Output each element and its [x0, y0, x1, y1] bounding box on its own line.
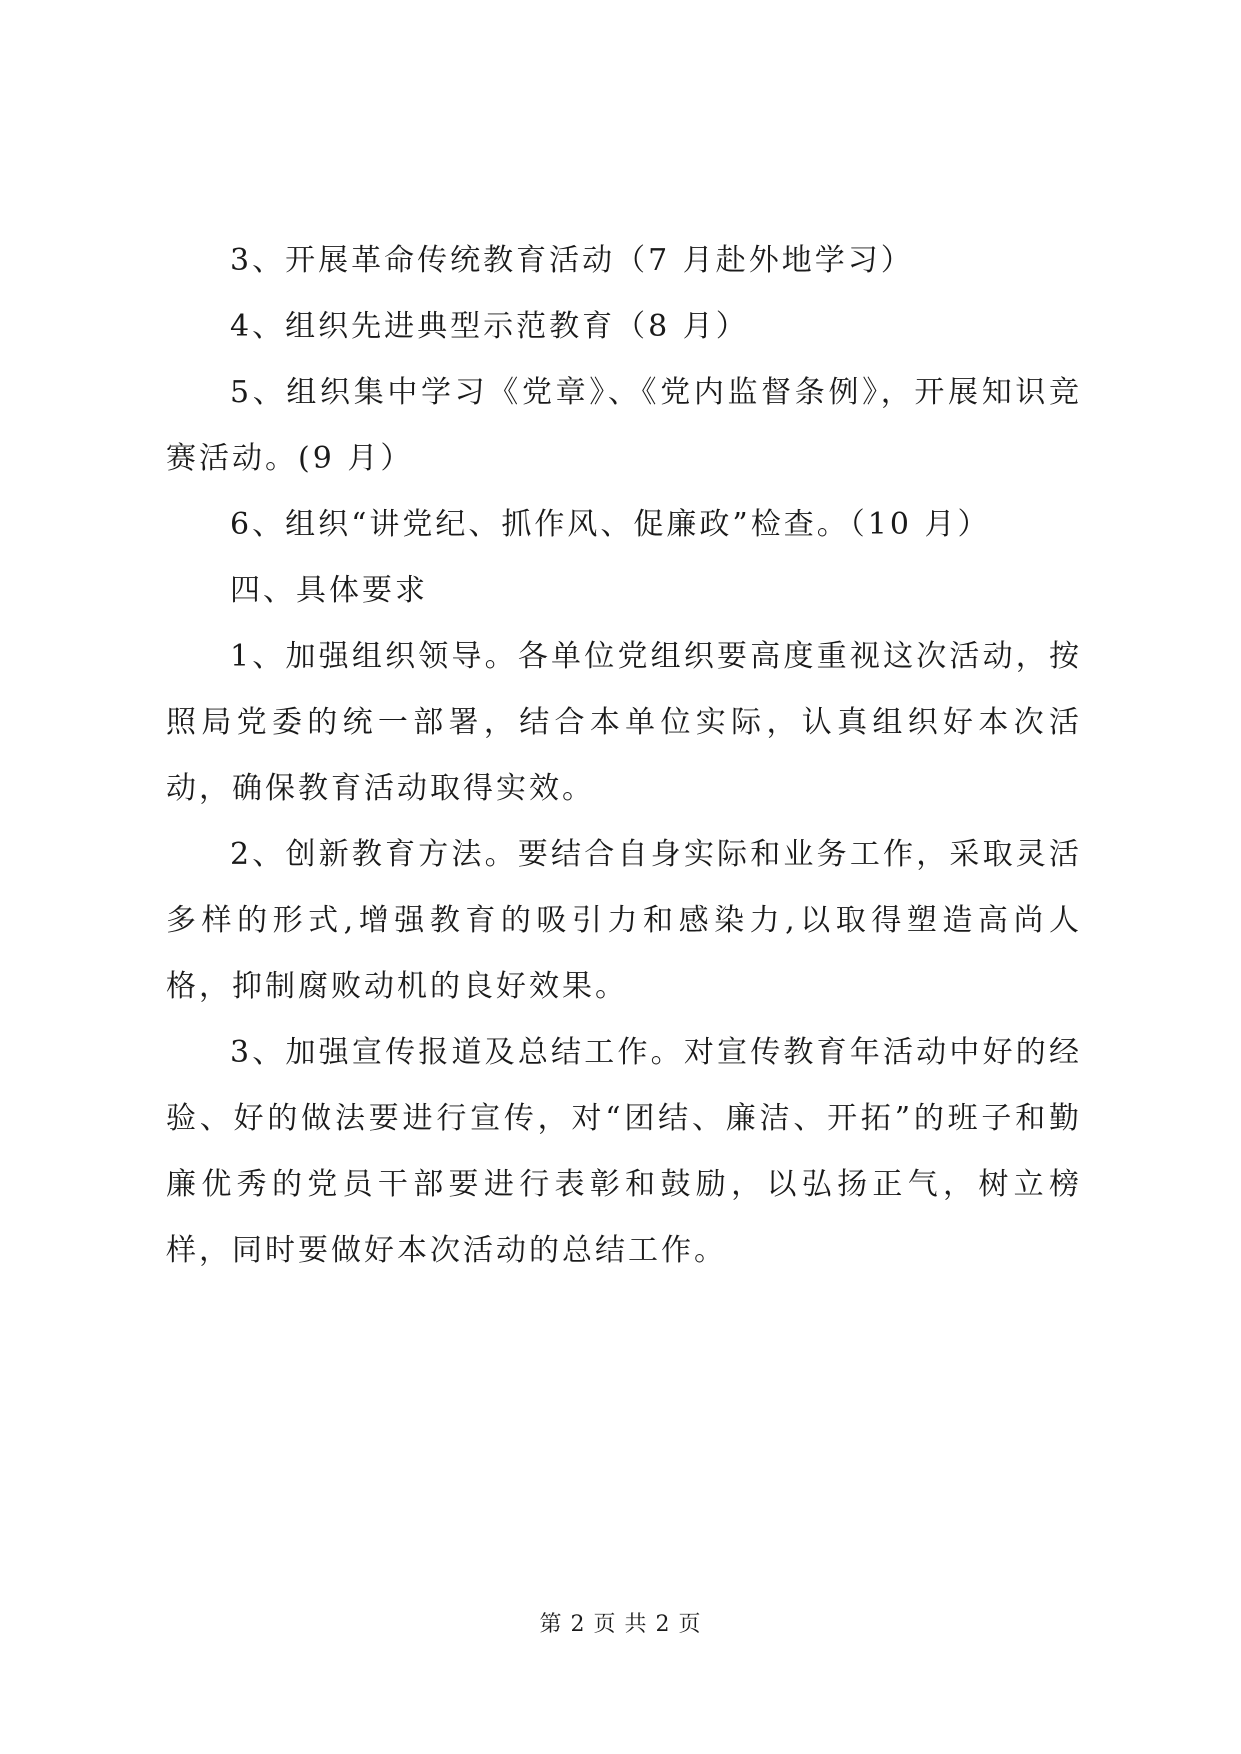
document-body	[166, 228, 1082, 1284]
requirement-2: 2、创新教育方法。要结合自身实际和业务工作，采取灵活多样的形式,增强教育的吸引力和感染力,以取得塑造高尚人格，抑制腐败动机的良好效果。	[166, 837, 1082, 1004]
page-number-footer: 第 2 页 共 2 页	[539, 1612, 702, 1637]
paragraph-item-6: 6、组织“讲党纪、抓作风、促廉政”检查。（10 月）	[230, 507, 991, 542]
requirement-3: 3、加强宣传报道及总结工作。对宣传教育年活动中好的经验、好的做法要进行宣传，对“团结、廉洁、开拓”的班子和勤廉优秀的党员干部要进行表彰和鼓励，以弘扬正气，树立榜样，同时要做好本次活动的总结工作。	[166, 1035, 1082, 1268]
requirement-1: 1、加强组织领导。各单位党组织要高度重视这次活动，按照局党委的统一部署，结合本单位实际，认真组织好本次活动，确保教育活动取得实效。	[166, 639, 1082, 806]
paragraph-item-3: 3、开展革命传统教育活动（7 月赴外地学习）	[230, 243, 914, 278]
paragraph-item-5: 5、组织集中学习《党章》、《党内监督条例》，开展知识竞赛活动。(9 月）	[166, 375, 1082, 476]
section-heading-requirements: 四、具体要求	[230, 573, 428, 608]
paragraph-item-4: 4、组织先进典型示范教育（8 月）	[230, 309, 749, 344]
